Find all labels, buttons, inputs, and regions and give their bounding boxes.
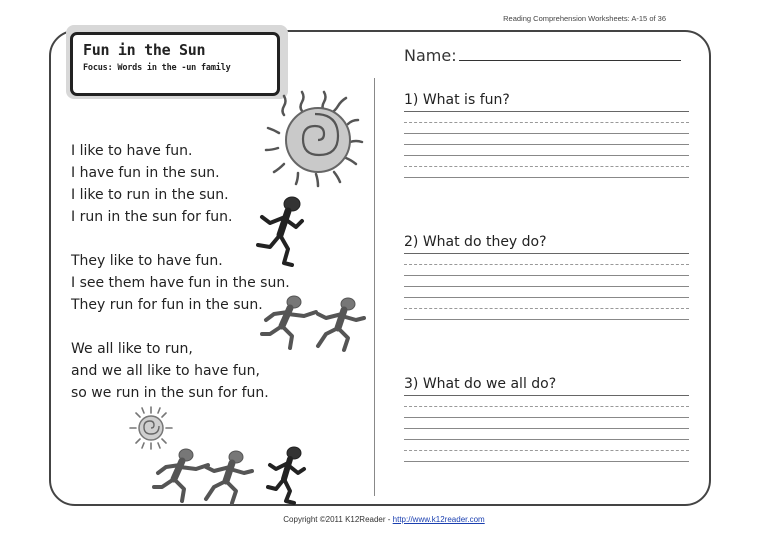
group-runners-icon (150, 445, 310, 505)
question-text: 2) What do they do? (404, 234, 689, 254)
question-block-3 (404, 376, 689, 462)
answer-line[interactable] (404, 297, 689, 298)
answer-line[interactable] (404, 264, 689, 265)
worksheet-title: Fun in the Sun (83, 41, 206, 59)
poem-line: so we run in the sun for fun. (71, 385, 269, 401)
poem-line: I see them have fun in the sun. (71, 275, 290, 291)
answer-line[interactable] (404, 286, 689, 287)
answer-line[interactable] (404, 417, 689, 418)
question-text: 1) What is fun? (404, 92, 689, 112)
website-link[interactable]: http://www.k12reader.com (392, 515, 485, 524)
question-block-2 (404, 234, 689, 320)
question-text: 3) What do we all do? (404, 376, 689, 396)
poem-line: I run in the sun for fun. (71, 209, 233, 225)
answer-line[interactable] (404, 428, 689, 429)
name-field[interactable] (404, 44, 681, 65)
answer-line[interactable] (404, 166, 689, 167)
answer-line[interactable] (404, 275, 689, 276)
poem-line: I have fun in the sun. (71, 165, 220, 181)
answer-line[interactable] (404, 461, 689, 462)
answer-line[interactable] (404, 439, 689, 440)
answer-line[interactable] (404, 308, 689, 309)
poem-stanza (71, 338, 290, 404)
poem-line: We all like to run, (71, 341, 193, 357)
worksheet-reference: Reading Comprehension Worksheets: A-15 of 36 (503, 14, 666, 23)
poem-line: They run for fun in the sun. (71, 297, 263, 313)
footer (0, 515, 768, 524)
poem-stanza (71, 140, 290, 228)
poem-stanza (71, 250, 290, 316)
poem-line: I like to run in the sun. (71, 187, 229, 203)
answer-line[interactable] (404, 155, 689, 156)
poem-line: They like to have fun. (71, 253, 223, 269)
column-divider (374, 78, 375, 496)
answer-line[interactable] (404, 319, 689, 320)
answer-line[interactable] (404, 144, 689, 145)
answer-line[interactable] (404, 122, 689, 123)
poem (71, 140, 290, 426)
question-block-1 (404, 92, 689, 178)
poem-line: I like to have fun. (71, 143, 193, 159)
answer-line[interactable] (404, 177, 689, 178)
name-label: Name: (404, 46, 457, 65)
answer-line[interactable] (404, 133, 689, 134)
name-blank[interactable] (459, 44, 681, 61)
title-box (70, 32, 280, 96)
copyright-text: Copyright ©2011 K12Reader - (283, 515, 393, 524)
worksheet-focus: Focus: Words in the -un family (83, 63, 231, 73)
answer-line[interactable] (404, 450, 689, 451)
poem-line: and we all like to have fun, (71, 363, 260, 379)
answer-line[interactable] (404, 406, 689, 407)
